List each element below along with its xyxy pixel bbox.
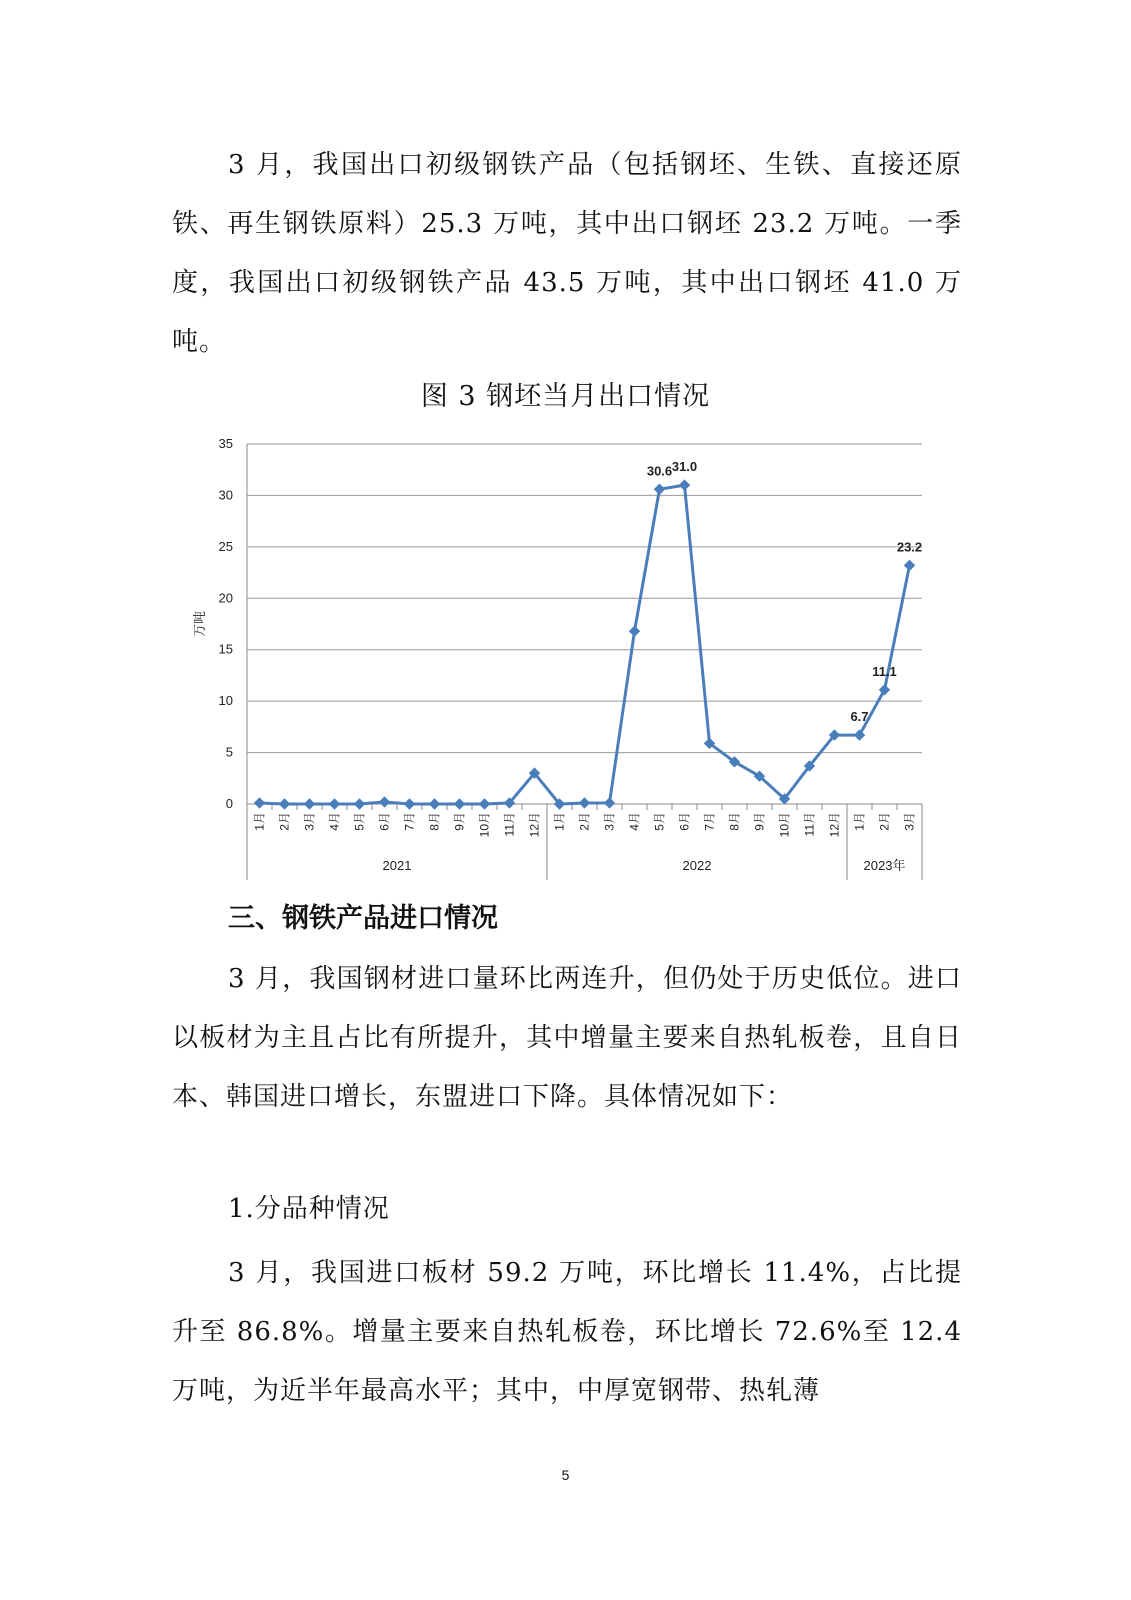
x-tick-label: 11月 (802, 812, 817, 837)
x-tick-label: 5月 (352, 812, 367, 831)
data-point (480, 799, 490, 809)
x-tick-label: 12月 (527, 812, 542, 838)
series-line (260, 485, 910, 804)
paragraph-import-overview: 3 月，我国钢材进口量环比两连升，但仍处于历史低位。进口以板材为主且占比有所提升，其中增量主要来自热轧板卷，且自日本、韩国进口增长，东盟进口下降。具体情况如下： (172, 964, 962, 1112)
billet-export-chart (180, 432, 930, 891)
data-label: 30.6 (646, 463, 673, 479)
x-tick-label: 4月 (327, 812, 342, 831)
data-point (630, 626, 640, 636)
data-point (355, 799, 365, 809)
data-point (380, 797, 390, 807)
x-tick-label: 11月 (502, 812, 517, 837)
y-tick-label: 5 (225, 744, 233, 760)
x-tick-label: 7月 (402, 812, 417, 831)
data-point (605, 798, 615, 808)
group-label: 2021 (382, 858, 412, 873)
x-tick-label: 7月 (702, 812, 717, 831)
y-tick-label: 25 (218, 538, 233, 554)
x-tick-label: 9月 (752, 812, 767, 831)
data-point (280, 799, 290, 809)
data-label: 6.7 (850, 709, 869, 725)
subheading-by-product: 1.分品种情况 (228, 1194, 390, 1224)
data-point (430, 799, 440, 809)
data-point (680, 480, 690, 490)
x-tick-label: 5月 (652, 812, 667, 831)
x-tick-label: 6月 (377, 812, 392, 831)
x-tick-label: 10月 (477, 812, 492, 838)
x-tick-label: 2月 (577, 812, 592, 831)
data-point (580, 798, 590, 808)
x-tick-label: 1月 (552, 812, 567, 831)
x-tick-label: 10月 (777, 812, 792, 838)
x-tick-label: 8月 (727, 812, 742, 831)
y-tick-label: 10 (218, 693, 233, 709)
x-tick-label: 3月 (602, 812, 617, 831)
group-label: 2023年 (863, 858, 906, 873)
page-number: 5 (561, 1467, 570, 1483)
x-tick-label: 9月 (452, 812, 467, 831)
x-tick-label: 2月 (877, 812, 892, 831)
y-tick-label: 30 (218, 487, 233, 503)
data-label: 31.0 (671, 459, 698, 475)
x-tick-label: 6月 (677, 812, 692, 831)
data-point (255, 798, 265, 808)
figure-title: 图 3 钢坯当月出口情况 (420, 381, 711, 412)
x-tick-label: 8月 (427, 812, 442, 831)
y-tick-label: 20 (218, 590, 233, 606)
x-tick-label: 2月 (277, 812, 292, 831)
y-axis-label: 万吨 (192, 610, 207, 638)
data-point (905, 560, 915, 570)
y-tick-label: 15 (218, 641, 233, 657)
x-tick-label: 1月 (852, 812, 867, 831)
x-tick-label: 3月 (302, 812, 317, 831)
paragraph-billet-exports: 3 月，我国出口初级钢铁产品（包括钢坯、生铁、直接还原铁、再生钢铁原料）25.3 万吨，其中出口钢坯 23.2 万吨。一季度，我国出口初级钢铁产品 43.5 万吨，其中出口钢坯 41.0 万吨。 (172, 150, 962, 357)
data-label: 23.2 (896, 539, 923, 555)
data-point (305, 799, 315, 809)
y-tick-label: 0 (225, 796, 233, 811)
data-point (455, 799, 465, 809)
data-point (655, 484, 665, 494)
y-tick-label: 35 (218, 436, 233, 451)
data-point (405, 799, 415, 809)
section-heading-imports: 三、钢铁产品进口情况 (228, 903, 498, 934)
x-tick-label: 4月 (627, 812, 642, 831)
x-tick-label: 12月 (827, 812, 842, 838)
data-point (330, 799, 340, 809)
x-tick-label: 1月 (252, 812, 267, 831)
group-label: 2022 (682, 858, 712, 873)
x-tick-label: 3月 (902, 812, 917, 831)
paragraph-product-detail: 3 月，我国进口板材 59.2 万吨，环比增长 11.4%，占比提升至 86.8%。增量主要来自热轧板卷，环比增长 72.6%至 12.4 万吨，为近半年最高水平；其中，中厚宽钢带、热轧薄 (172, 1258, 962, 1406)
data-label: 11.1 (872, 663, 897, 679)
line-chart-svg (180, 432, 930, 887)
